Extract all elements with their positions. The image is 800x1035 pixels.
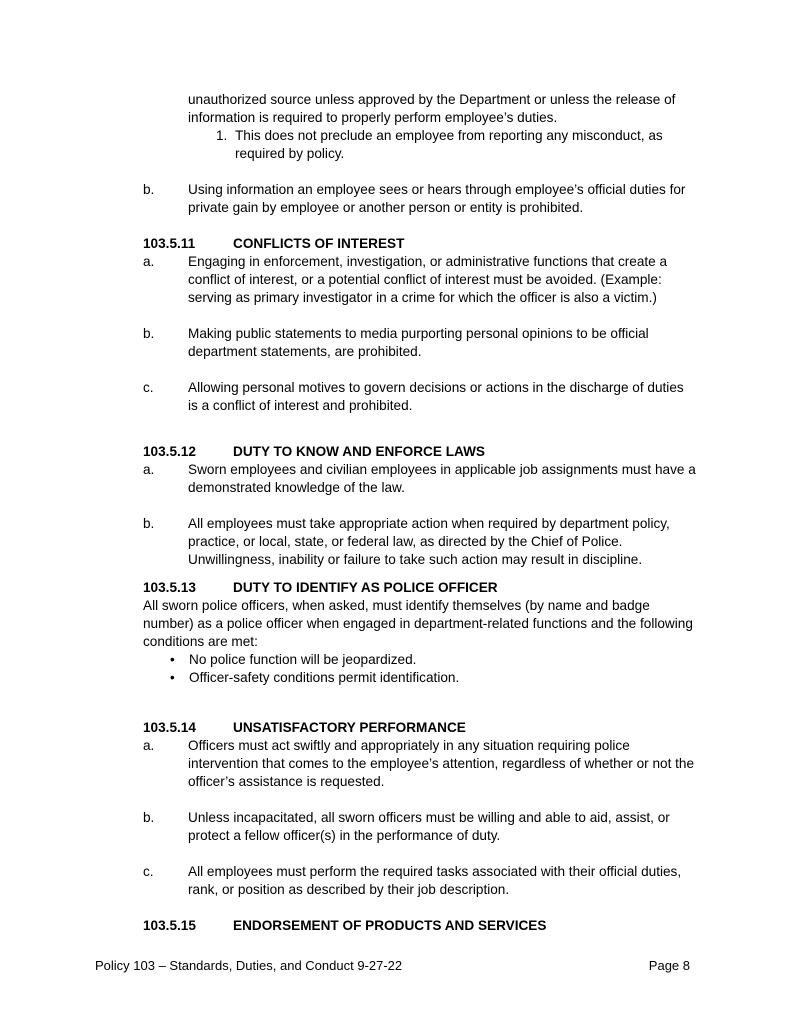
item-text: Using information an employee sees or hears through employee’s official duties for private gain by employee or another person or entity is prohibited. [188,182,686,215]
item-text: All employees must perform the required tasks associated with their official duties, rank, or position as described by their job description. [188,864,682,897]
item-label: a. [143,738,155,753]
bullet-icon: • [170,652,175,667]
sub-item-text: This does not preclude an employee from reporting any misconduct, as required by policy. [235,128,663,161]
section-heading [143,917,696,935]
continuation-paragraph: unauthorized source unless approved by the Department or unless the release of information is required to properly perform employee’s duties. [188,92,676,125]
item-label: a. [143,254,155,269]
list-item [143,737,696,791]
page-content [143,91,696,935]
section-number: 103.5.12 [143,444,196,459]
list-item [143,863,696,899]
section-paragraph: All sworn police officers, when asked, must identify themselves (by name and badge number) as a police officer when engaged in department-related functions and the following conditions are met: [143,598,693,649]
sub-item-number: 1. [216,128,228,143]
item-text: Unless incapacitated, all sworn officers must be willing and able to aid, assist, or protect a fellow officer(s) in the performance of duty. [188,810,670,843]
bullet-icon: • [170,670,175,685]
section-heading [143,443,696,461]
item-label: b. [143,326,155,341]
section-heading [143,719,696,737]
list-item [143,515,696,569]
list-item [143,253,696,307]
section-title: ENDORSEMENT OF PRODUCTS AND SERVICES [233,918,547,933]
bullet-text: No police function will be jeopardized. [189,652,417,667]
section-number: 103.5.14 [143,720,196,735]
item-text: Allowing personal motives to govern decisions or actions in the discharge of duties is a conflict of interest and prohibited. [188,380,684,413]
item-label: c. [143,380,154,395]
section-number: 103.5.11 [143,236,196,251]
list-item [143,379,696,415]
list-item [143,325,696,361]
item-text: Making public statements to media purporting personal opinions to be official department statements, are prohibited. [188,326,649,359]
bullet-text: Officer-safety conditions permit identification. [189,670,460,685]
list-item [143,181,696,217]
item-label: b. [143,810,155,825]
section-number: 103.5.13 [143,580,196,595]
item-text: All employees must take appropriate action when required by department policy, practice, or local, state, or federal law, as directed by the Chief of Police. Unwillingness, inability or failure to take such action may result in discipline. [188,516,670,567]
bullet-list-item [170,669,696,687]
item-text: Sworn employees and civilian employees in applicable job assignments must have a demonstrated knowledge of the law. [188,462,696,495]
item-label: b. [143,182,155,197]
bullet-list-item [170,651,696,669]
footer-page-number: Page 8 [648,958,690,973]
section-title: CONFLICTS OF INTEREST [233,236,405,251]
item-label: c. [143,864,154,879]
item-text: Officers must act swiftly and appropriately in any situation requiring police intervention that comes to the employee’s attention, regardless of whether or not the officer’s assistance is requested. [188,738,695,789]
section-title: DUTY TO KNOW AND ENFORCE LAWS [233,444,485,459]
page-footer [95,957,690,975]
item-label: a. [143,462,155,477]
section-number: 103.5.15 [143,918,196,933]
section-title: DUTY TO IDENTIFY AS POLICE OFFICER [233,580,498,595]
item-text: Engaging in enforcement, investigation, or administrative functions that create a conflict of interest, or a potential conflict of interest must be avoided. (Example: serving as primary investigator in a crime for which the officer is also a victim.) [188,254,668,305]
numbered-sub-item [216,127,696,163]
section-heading [143,579,696,597]
section-heading [143,235,696,253]
list-item [143,809,696,845]
section-title: UNSATISFACTORY PERFORMANCE [233,720,466,735]
list-item [143,461,696,497]
footer-document-title: Policy 103 – Standards, Duties, and Conduct 9-27-22 [95,958,403,973]
item-label: b. [143,516,155,531]
